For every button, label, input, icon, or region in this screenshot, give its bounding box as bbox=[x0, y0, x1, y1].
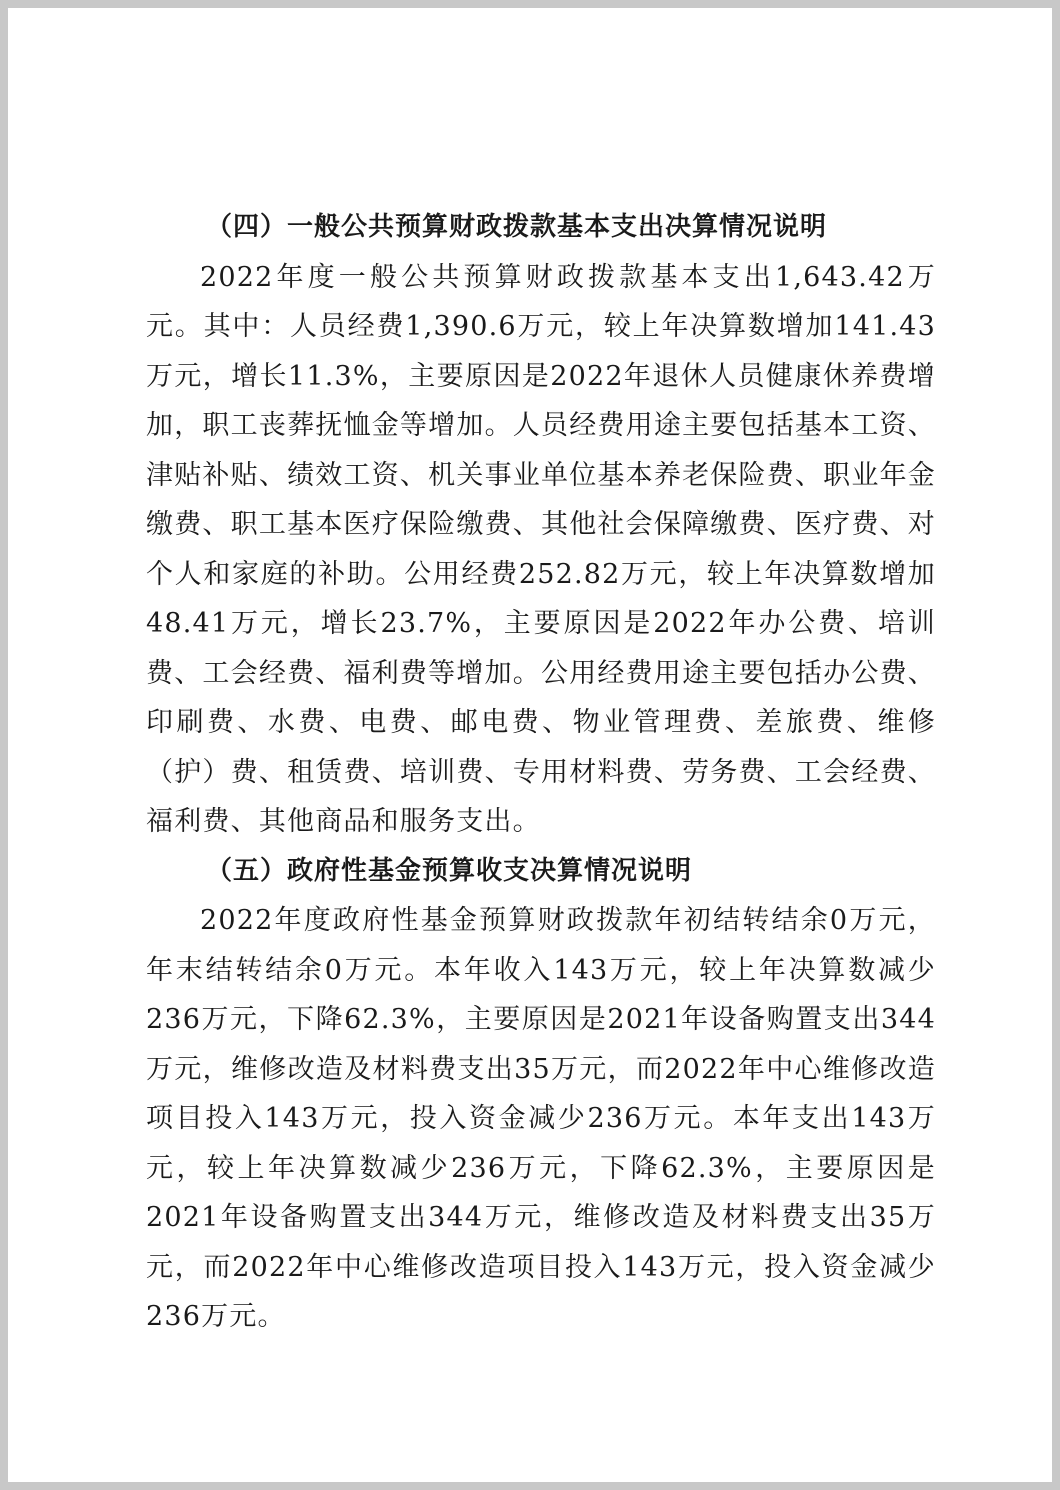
section-4-heading: （四）一般公共预算财政拨款基本支出决算情况说明 bbox=[206, 212, 828, 242]
section-4-paragraph: 2022年度一般公共预算财政拨款基本支出1,643.42万元。其中：人员经费1,390.6万元，较上年决算数增加141.43万元，增长11.3%，主要原因是2022年退休人员健康休养费增加，职工丧葬抚恤金等增加。人员经费用途主要包括基本工资、津贴补贴、绩效工资、机关事业单位基本养老保险费、职业年金缴费、职工基本医疗保险缴费、其他社会保障缴费、医疗费、对个人和家庭的补助。公用经费252.82万元，较上年决算数增加48.41万元，增长23.7%，主要原因是2022年办公费、培训费、工会经费、福利费等增加。公用经费用途主要包括办公费、印刷费、水费、电费、邮电费、物业管理费、差旅费、维修（护）费、租赁费、培训费、专用材料费、劳务费、工会经费、福利费、其他商品和服务支出。 bbox=[146, 261, 936, 837]
section-5-paragraph: 2022年度政府性基金预算财政拨款年初结转结余0万元，年末结转结余0万元。本年收入143万元，较上年决算数减少236万元，下降62.3%，主要原因是2021年设备购置支出344万元，维修改造及材料费支出35万元，而2022年中心维修改造项目投入143万元，投入资金减少236万元。本年支出143万元，较上年决算数减少236万元，下降62.3%，主要原因是2021年设备购置支出344万元，维修改造及材料费支出35万元，而2022年中心维修改造项目投入143万元，投入资金减少236万元。 bbox=[146, 905, 936, 1332]
section-5-heading: （五）政府性基金预算收支决算情况说明 bbox=[206, 855, 693, 886]
document-body bbox=[146, 203, 936, 1342]
document-page bbox=[8, 8, 1052, 1482]
